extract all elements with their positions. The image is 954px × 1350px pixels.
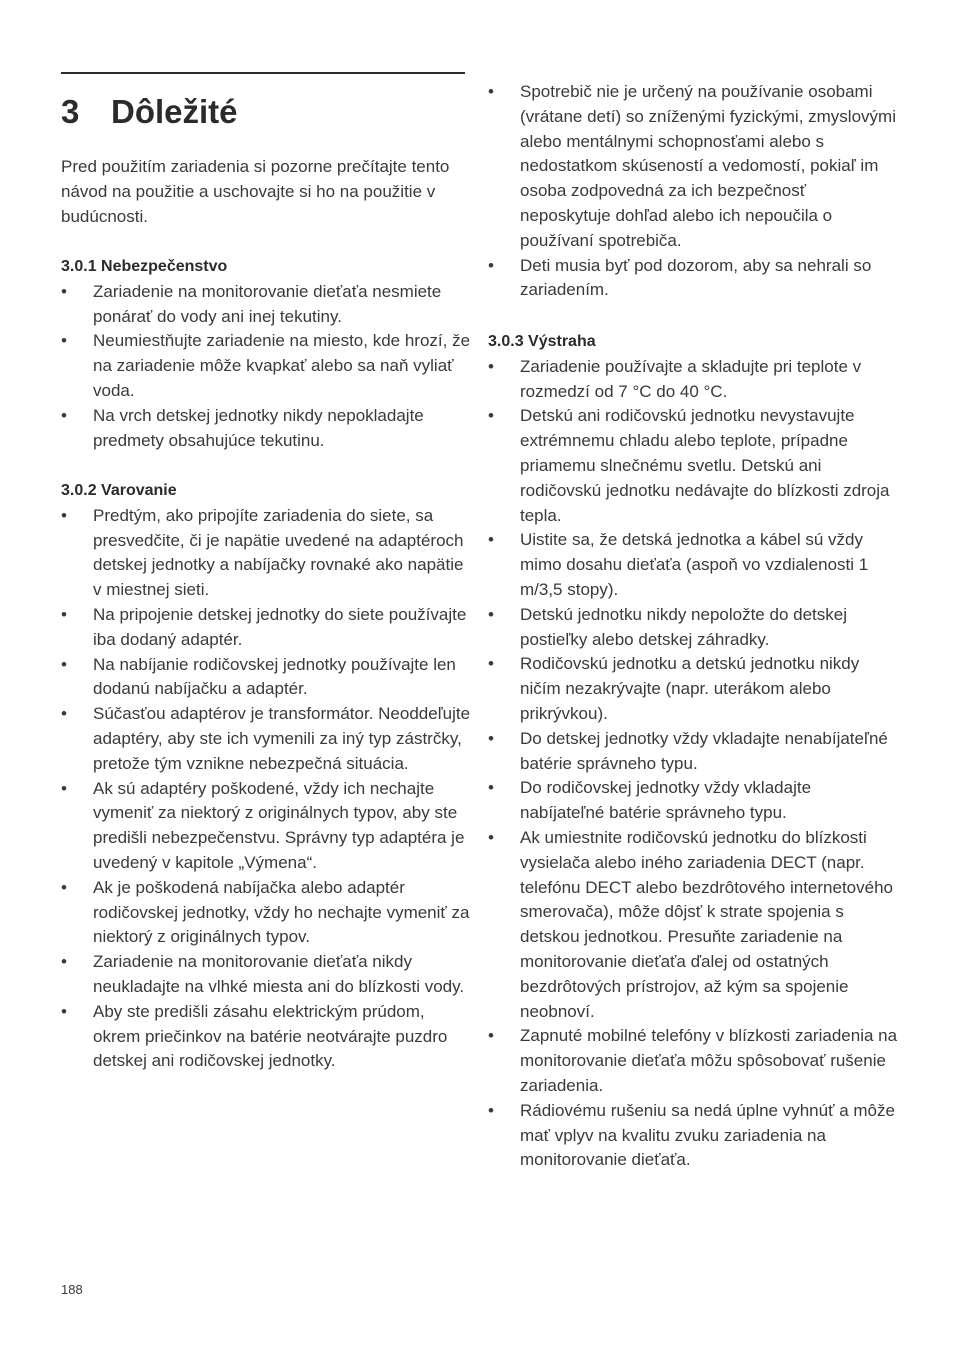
list-item-text: Predtým, ako pripojíte zariadenia do siete, sa presvedčite, či je napätie uvedené na adaptéroch detskej jednotky a nabíjačky rovnaké ako napätie v miestnej sieti. (93, 505, 464, 600)
list-item (61, 329, 471, 403)
list-item-text: Do detskej jednotky vždy vkladajte nenabíjateľné batérie správneho typu. (520, 728, 888, 773)
chapter-number: 3 (61, 93, 80, 130)
list-item-text: Zariadenie na monitorovanie dieťaťa nikdy neukladajte na vlhké miesta ani do blízkosti vody. (93, 952, 465, 996)
list-item-text: Uistite sa, že detská jednotka a kábel sú vždy mimo dosahu dieťaťa (aspoň vo vzdialenosti 1 m/3,5 stopy). (520, 530, 869, 599)
section-heading: 3.0.1 Nebezpečenstvo (61, 258, 228, 275)
list-item (488, 528, 900, 602)
bullet-icon: • (61, 604, 67, 624)
bullet-icon: • (61, 1001, 67, 1021)
list-item-text: Detskú ani rodičovskú jednotku nevystavujte extrémnemu chladu alebo teplote, prípadne priamemu slnečnému svetlu. Detskú ani rodičovskú jednotku nedávajte do blízkosti zdroja tepla. (520, 406, 890, 525)
list-item (61, 280, 471, 330)
bullet-icon: • (488, 728, 494, 748)
list-item-text: Spotrebič nie je určený na používanie osobami (vrátane detí) so zníženými fyzickými, zmyslovými alebo mentálnymi schopnosťami alebo s nedostatkom skúseností a vedomostí, pokiaľ im osoba zodpovedná za ich bezpečnosť neposkytuje dohľad alebo ich nepoučila o používaní spotrebiča. (520, 82, 896, 250)
list-item (488, 603, 900, 653)
list-item (488, 652, 900, 726)
bullet-icon: • (488, 654, 494, 674)
list-item (488, 254, 900, 304)
bullet-icon: • (488, 1100, 494, 1120)
list-item-text: Deti musia byť pod dozorom, aby sa nehrali so zariadením. (520, 255, 872, 300)
list-item (61, 653, 471, 703)
list-item (61, 404, 471, 454)
bullet-icon: • (488, 827, 494, 847)
list-item (488, 727, 900, 777)
bullet-icon: • (488, 530, 494, 550)
list-item-text: Zariadenie na monitorovanie dieťaťa nesmiete ponárať do vody ani inej tekutiny. (93, 281, 442, 326)
bullet-list (61, 504, 471, 1074)
list-item (61, 1000, 471, 1074)
list-item (61, 504, 471, 603)
bullet-icon: • (61, 654, 67, 674)
bullet-icon: • (488, 406, 494, 426)
list-item (488, 826, 900, 1024)
chapter-title-text: Dôležité (111, 93, 238, 130)
list-item-text: Na vrch detskej jednotky nikdy nepokladajte predmety obsahujúce tekutinu. (93, 405, 424, 450)
bullet-list (488, 355, 900, 1173)
list-item-text: Detskú jednotku nikdy nepoložte do detskej postieľky alebo detskej záhradky. (520, 604, 847, 649)
top-rule (61, 72, 465, 74)
list-item-text: Neumiestňujte zariadenie na miesto, kde hrozí, že na zariadenie môže kvapkať alebo sa naň vyliať voda. (93, 331, 471, 400)
list-item-text: Ak sú adaptéry poškodené, vždy ich nechajte vymeniť za niektorý z originálnych typov, aby ste predišli nebezpečenstvu. Správny typ adaptéra je uvedený v kapitole „Výmena“. (93, 778, 465, 872)
list-item (488, 80, 900, 254)
list-item-text: Aby ste predišli zásahu elektrickým prúdom, okrem priečinkov na batérie neotvárajte puzdro detskej ani rodičovskej jednotky. (93, 1001, 448, 1071)
bullet-icon: • (61, 505, 67, 525)
section-caution (488, 330, 900, 1173)
section-warning (61, 479, 471, 1074)
list-item (61, 876, 471, 950)
bullet-icon: • (61, 952, 67, 972)
bullet-icon: • (488, 82, 494, 101)
list-item-text: Súčasťou adaptérov je transformátor. Neoddeľujte adaptéry, aby ste ich vymenili za iný typ zástrčky, pretože tým vznikne nebezpečná situácia. (93, 704, 471, 773)
bullet-icon: • (61, 405, 67, 425)
chapter-title (61, 90, 238, 134)
list-item (488, 355, 900, 405)
bullet-icon: • (488, 604, 494, 624)
bullet-icon: • (61, 778, 67, 798)
section-heading: 3.0.2 Varovanie (61, 482, 177, 499)
list-item (61, 603, 471, 653)
section-danger (61, 255, 471, 453)
bullet-icon: • (488, 356, 494, 376)
list-item-text: Rodičovskú jednotku a detskú jednotku nikdy ničím nezakrývajte (napr. uterákom alebo prikrývkou). (520, 654, 860, 723)
list-item-text: Zapnuté mobilné telefóny v blízkosti zariadenia na monitorovanie dieťaťa môžu spôsobovať rušenie zariadenia. (520, 1026, 898, 1095)
bullet-icon: • (488, 778, 494, 798)
list-item (61, 950, 471, 1000)
bullet-icon: • (61, 877, 67, 897)
bullet-list (61, 280, 471, 454)
list-item-text: Ak je poškodená nabíjačka alebo adaptér rodičovskej jednotky, vždy ho nechajte vymeniť za niektorý z originálnych typov. (93, 877, 470, 947)
list-item (488, 776, 900, 826)
intro-paragraph: Pred použitím zariadenia si pozorne prečítajte tento návod na použitie a uschovajte si ho na použitie v budúcnosti. (61, 157, 450, 226)
list-item-text: Do rodičovskej jednotky vždy vkladajte nabíjateľné batérie správneho typu. (520, 778, 812, 823)
bullet-icon: • (61, 331, 67, 351)
list-item (488, 1099, 900, 1173)
list-item (488, 1024, 900, 1098)
list-item-text: Ak umiestnite rodičovskú jednotku do blízkosti vysielača alebo iného zariadenia DECT (napr. telefónu DECT alebo bezdrôtového internetového smerovača), môže dôjsť k strate spojenia s detskou jednotkou. Presuňte zariadenie na monitorovanie dieťaťa ďalej od ostatných bezdrôtových prístrojov, až kým sa spojenie neobnoví. (520, 827, 893, 1021)
bullet-icon: • (61, 704, 67, 724)
section-warning-continued (488, 80, 900, 303)
list-item-text: Rádiovému rušeniu sa nedá úplne vyhnúť a môže mať vplyv na kvalitu zvuku zariadenia na monitorovanie dieťaťa. (520, 1100, 895, 1170)
section-heading: 3.0.3 Výstraha (488, 333, 596, 350)
list-item (488, 404, 900, 528)
bullet-icon: • (61, 281, 67, 301)
list-item-text: Zariadenie používajte a skladujte pri teplote v rozmedzí od 7 °C do 40 °C. (520, 356, 862, 401)
list-item (61, 702, 471, 776)
bullet-icon: • (488, 1026, 494, 1046)
list-item (61, 777, 471, 876)
page-number: 188 (61, 1282, 83, 1297)
bullet-icon: • (488, 255, 494, 275)
list-item-text: Na pripojenie detskej jednotky do siete používajte iba dodaný adaptér. (93, 604, 467, 649)
list-item-text: Na nabíjanie rodičovskej jednotky používajte len dodanú nabíjačku a adaptér. (93, 654, 456, 699)
bullet-list (488, 80, 900, 303)
